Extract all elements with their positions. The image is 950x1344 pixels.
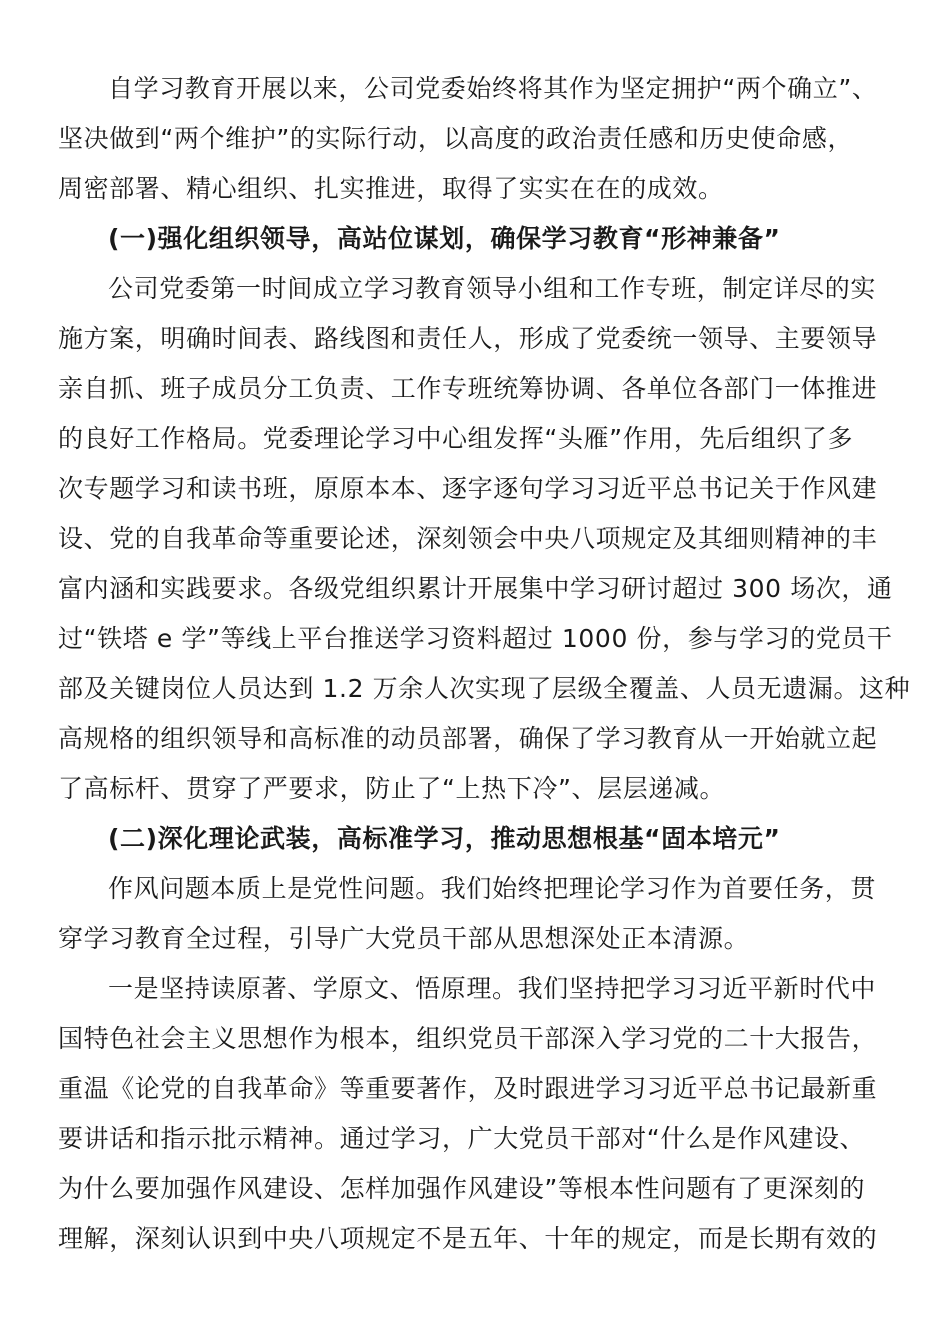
paragraph-line: 重温《论党的自我革命》等重要著作，及时跟进学习习近平总书记最新重: [58, 1074, 878, 1103]
section-heading-1: (一)强化组织领导，高站位谋划，确保学习教育“形神兼备”: [108, 224, 781, 253]
paragraph-line: 理解，深刻认识到中央八项规定不是五年、十年的规定，而是长期有效的: [58, 1224, 878, 1253]
paragraph-line: 亲自抓、班子成员分工负责、工作专班统筹协调、各单位各部门一体推进: [58, 374, 878, 403]
paragraph-intro-line: 坚决做到“两个维护”的实际行动，以高度的政治责任感和历史使命感，: [58, 124, 854, 153]
paragraph-line: 次专题学习和读书班，原原本本、逐字逐句学习习近平总书记关于作风建: [58, 474, 878, 503]
paragraph-line: 富内涵和实践要求。各级党组织累计开展集中学习研讨超过 300 场次，通: [58, 574, 893, 603]
paragraph-line: 过“铁塔 e 学”等线上平台推送学习资料超过 1000 份，参与学习的党员干: [58, 624, 893, 653]
paragraph-line: 施方案，明确时间表、路线图和责任人，形成了党委统一领导、主要领导: [58, 324, 878, 353]
paragraph-intro-line: 周密部署、精心组织、扎实推进，取得了实实在在的成效。: [58, 174, 724, 203]
paragraph-line: 部及关键岗位人员达到 1.2 万余人次实现了层级全覆盖、人员无遗漏。这种: [58, 674, 911, 703]
paragraph-line: 穿学习教育全过程，引导广大党员干部从思想深处正本清源。: [58, 924, 750, 953]
paragraph-line: 一是坚持读原著、学原文、悟原理。我们坚持把学习习近平新时代中: [108, 974, 877, 1003]
paragraph-line: 公司党委第一时间成立学习教育领导小组和工作专班，制定详尽的实: [108, 274, 877, 303]
paragraph-intro-line: 自学习教育开展以来，公司党委始终将其作为坚定拥护“两个确立”、: [108, 74, 878, 103]
paragraph-line: 国特色社会主义思想作为根本，组织党员干部深入学习党的二十大报告，: [58, 1024, 878, 1053]
paragraph-line: 设、党的自我革命等重要论述，深刻领会中央八项规定及其细则精神的丰: [58, 524, 878, 553]
paragraph-line: 为什么要加强作风建设、怎样加强作风建设”等根本性问题有了更深刻的: [58, 1174, 866, 1203]
section-heading-2: (二)深化理论武装，高标准学习，推动思想根基“固本培元”: [108, 824, 781, 853]
paragraph-line: 作风问题本质上是党性问题。我们始终把理论学习作为首要任务，贯: [108, 874, 877, 903]
paragraph-line: 了高标杆、贯穿了严要求，防止了“上热下冷”、层层递减。: [58, 774, 726, 803]
paragraph-line: 要讲话和指示批示精神。通过学习，广大党员干部对“什么是作风建设、: [58, 1124, 866, 1153]
paragraph-line: 高规格的组织领导和高标准的动员部署，确保了学习教育从一开始就立起: [58, 724, 878, 753]
paragraph-line: 的良好工作格局。党委理论学习中心组发挥“头雁”作用，先后组织了多: [58, 424, 854, 453]
